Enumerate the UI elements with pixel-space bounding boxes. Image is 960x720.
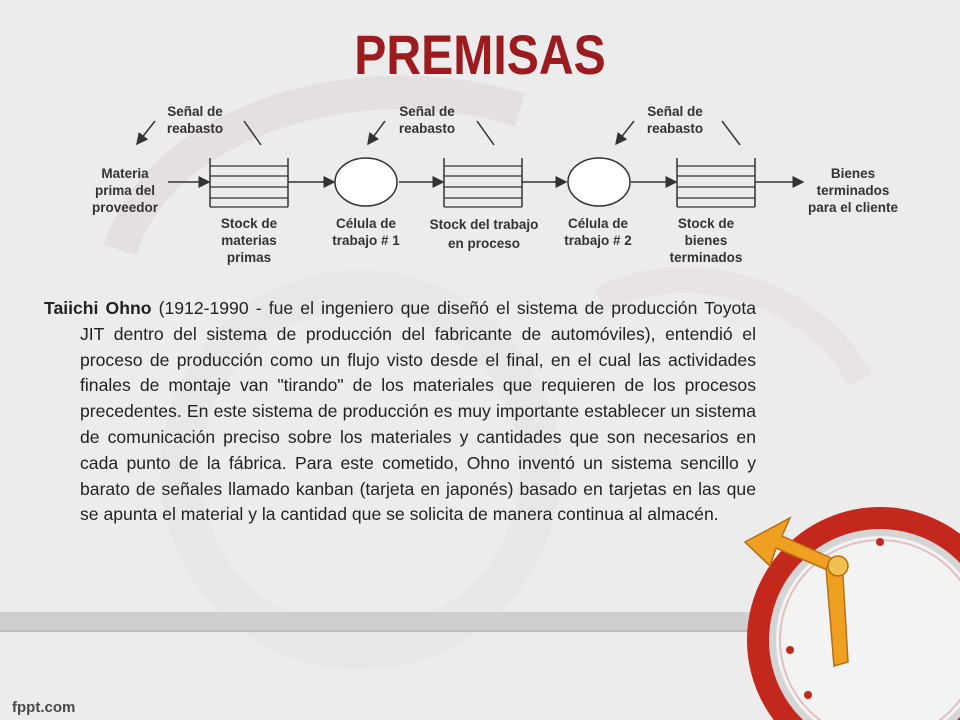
signal-slash (477, 121, 494, 145)
stock-raw-materials-label: Stock de materias primas (220, 216, 278, 265)
work-cell-1-shape (335, 158, 397, 206)
signal-label-1: Señal de reabasto (166, 104, 224, 136)
signal-arrow (616, 121, 634, 144)
signal-arrow (137, 121, 155, 144)
work-cell-1-label: Célula de trabajo # 1 (332, 216, 400, 248)
kanban-flow-diagram (0, 0, 960, 300)
paragraph-text: (1912-1990 - fue el ingeniero que diseñó el sistema de producción Toyota JIT dentro del sistema de producción del fabricante de automóviles), entendió el proceso de producción como un flujo visto desde el final, en el cual las actividades finales de montaje van "tirando" de los materiales que requieren de los procesos precedentes. En este sistema de producción es muy importante establecer un sistema de comunicación preciso sobre los materiales y cantidades que son necesarios en cada punto de la fábrica. Para este cometido, Ohno inventó un sistema sencillo y barato de señales llamado kanban (tarjeta en japonés) basado en tarjetas en las que se apunta el material y la cantidad que se solicita de manera continua al almacén. (80, 298, 756, 525)
sink-label: Bienes terminados para el cliente (807, 166, 899, 215)
signal-slash (244, 121, 261, 145)
body-paragraph (44, 296, 756, 528)
stock-finished-goods-shape (677, 158, 755, 207)
work-cell-2-shape (568, 158, 630, 206)
stock-finished-goods-label: Stock de bienes terminados (669, 216, 743, 265)
clock-icon (730, 480, 960, 720)
footer-brand: fppt.com (12, 699, 76, 716)
stock-raw-materials-shape (210, 158, 288, 207)
stock-wip-label (425, 215, 543, 253)
source-label: Materia prima del proveedor (91, 166, 159, 215)
work-cell-2-label: Célula de trabajo # 2 (564, 216, 632, 248)
signal-label-3: Señal de reabasto (646, 104, 704, 136)
stock-wip-shape (444, 158, 522, 207)
signal-arrow (368, 121, 385, 144)
signal-slash (722, 121, 740, 145)
page-title: PREMISAS (354, 23, 606, 86)
stock-wip-text: Stock del trabajo en proceso (429, 217, 539, 251)
signal-label-2: Señal de reabasto (398, 104, 456, 136)
author-name: Taiichi Ohno (44, 298, 152, 318)
